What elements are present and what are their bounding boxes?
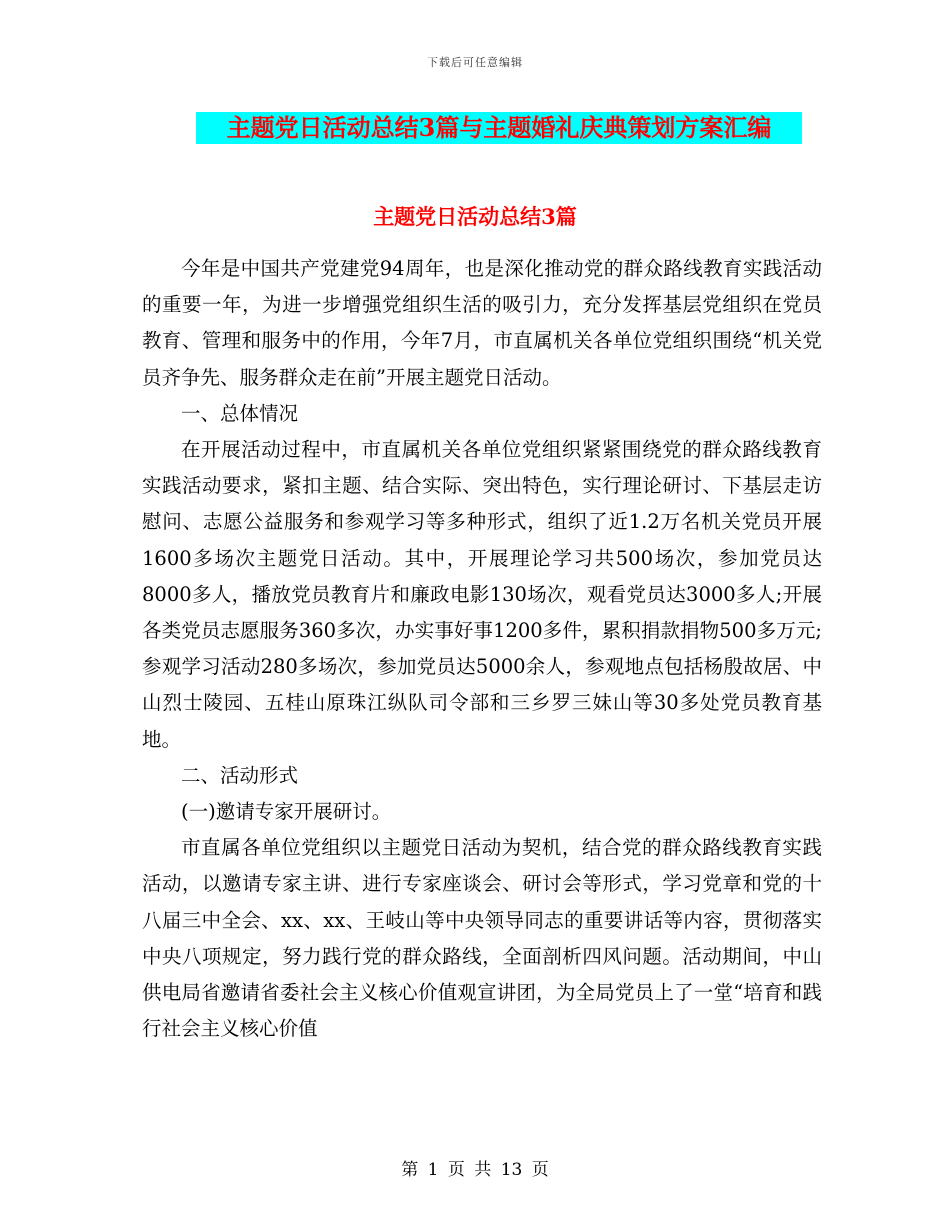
subheading-expert-seminar: (一)邀请专家开展研讨。 — [181, 800, 392, 824]
document-title: 主题党日活动总结3篇与主题婚礼庆典策划方案汇编 — [226, 113, 772, 142]
section-title: 主题党日活动总结3篇 — [373, 204, 577, 229]
paragraph-overview: 在开展活动过程中，市直属机关各单位党组织紧紧围绕党的群众路线教育实践活动要求，紧扣主题、结合实际、突出特色，实行理论研讨、下基层走访慰问、志愿公益服务和参观学习等多种形式，组织了近1.2万名机关党员开展1600多场次主题党日活动。其中，开展理论学习共500场次，参加党员达8000多人，播放党员教育片和廉政电影130场次，观看党员达3000多人;开展各类党员志愿服务360多次，办实事好事1200多件，累积捐款捐物500多万元;参观学习活动280多场次，参加党员达5000余人，参观地点包括杨殷故居、中山烈士陵园、五桂山原珠江纵队司令部和三乡罗三妹山等30多处党员教育基地。 — [142, 438, 822, 751]
page-header-note: 下载后可任意编辑 — [427, 56, 523, 69]
paragraph-intro: 今年是中国共产党建党94周年，也是深化推动党的群众路线教育实践活动的重要一年，为进一步增强党组织生活的吸引力，充分发挥基层党组织在党员教育、管理和服务中的作用，今年7月，市直属机关各单位党组织围绕“机关党员齐争先、服务群众走在前”开展主题党日活动。 — [142, 257, 822, 389]
document-body — [142, 251, 822, 1047]
main-title-highlight — [196, 112, 802, 144]
paragraph-expert-seminar: 市直属各单位党组织以主题党日活动为契机，结合党的群众路线教育实践活动，以邀请专家主讲、进行专家座谈会、研讨会等形式，学习党章和党的十八届三中全会、xx、xx、王岐山等中央领导同志的重要讲话等内容，贯彻落实中央八项规定，努力践行党的群众路线，全面剖析四风问题。活动期间，中山供电局省邀请省委社会主义核心价值观宣讲团，为全局党员上了一堂“培育和践行社会主义核心价值 — [142, 836, 822, 1041]
heading-activity-forms: 二、活动形式 — [181, 763, 299, 787]
heading-overview: 一、总体情况 — [181, 401, 299, 425]
page-footer: 第 1 页 共 13 页 — [401, 1160, 549, 1180]
